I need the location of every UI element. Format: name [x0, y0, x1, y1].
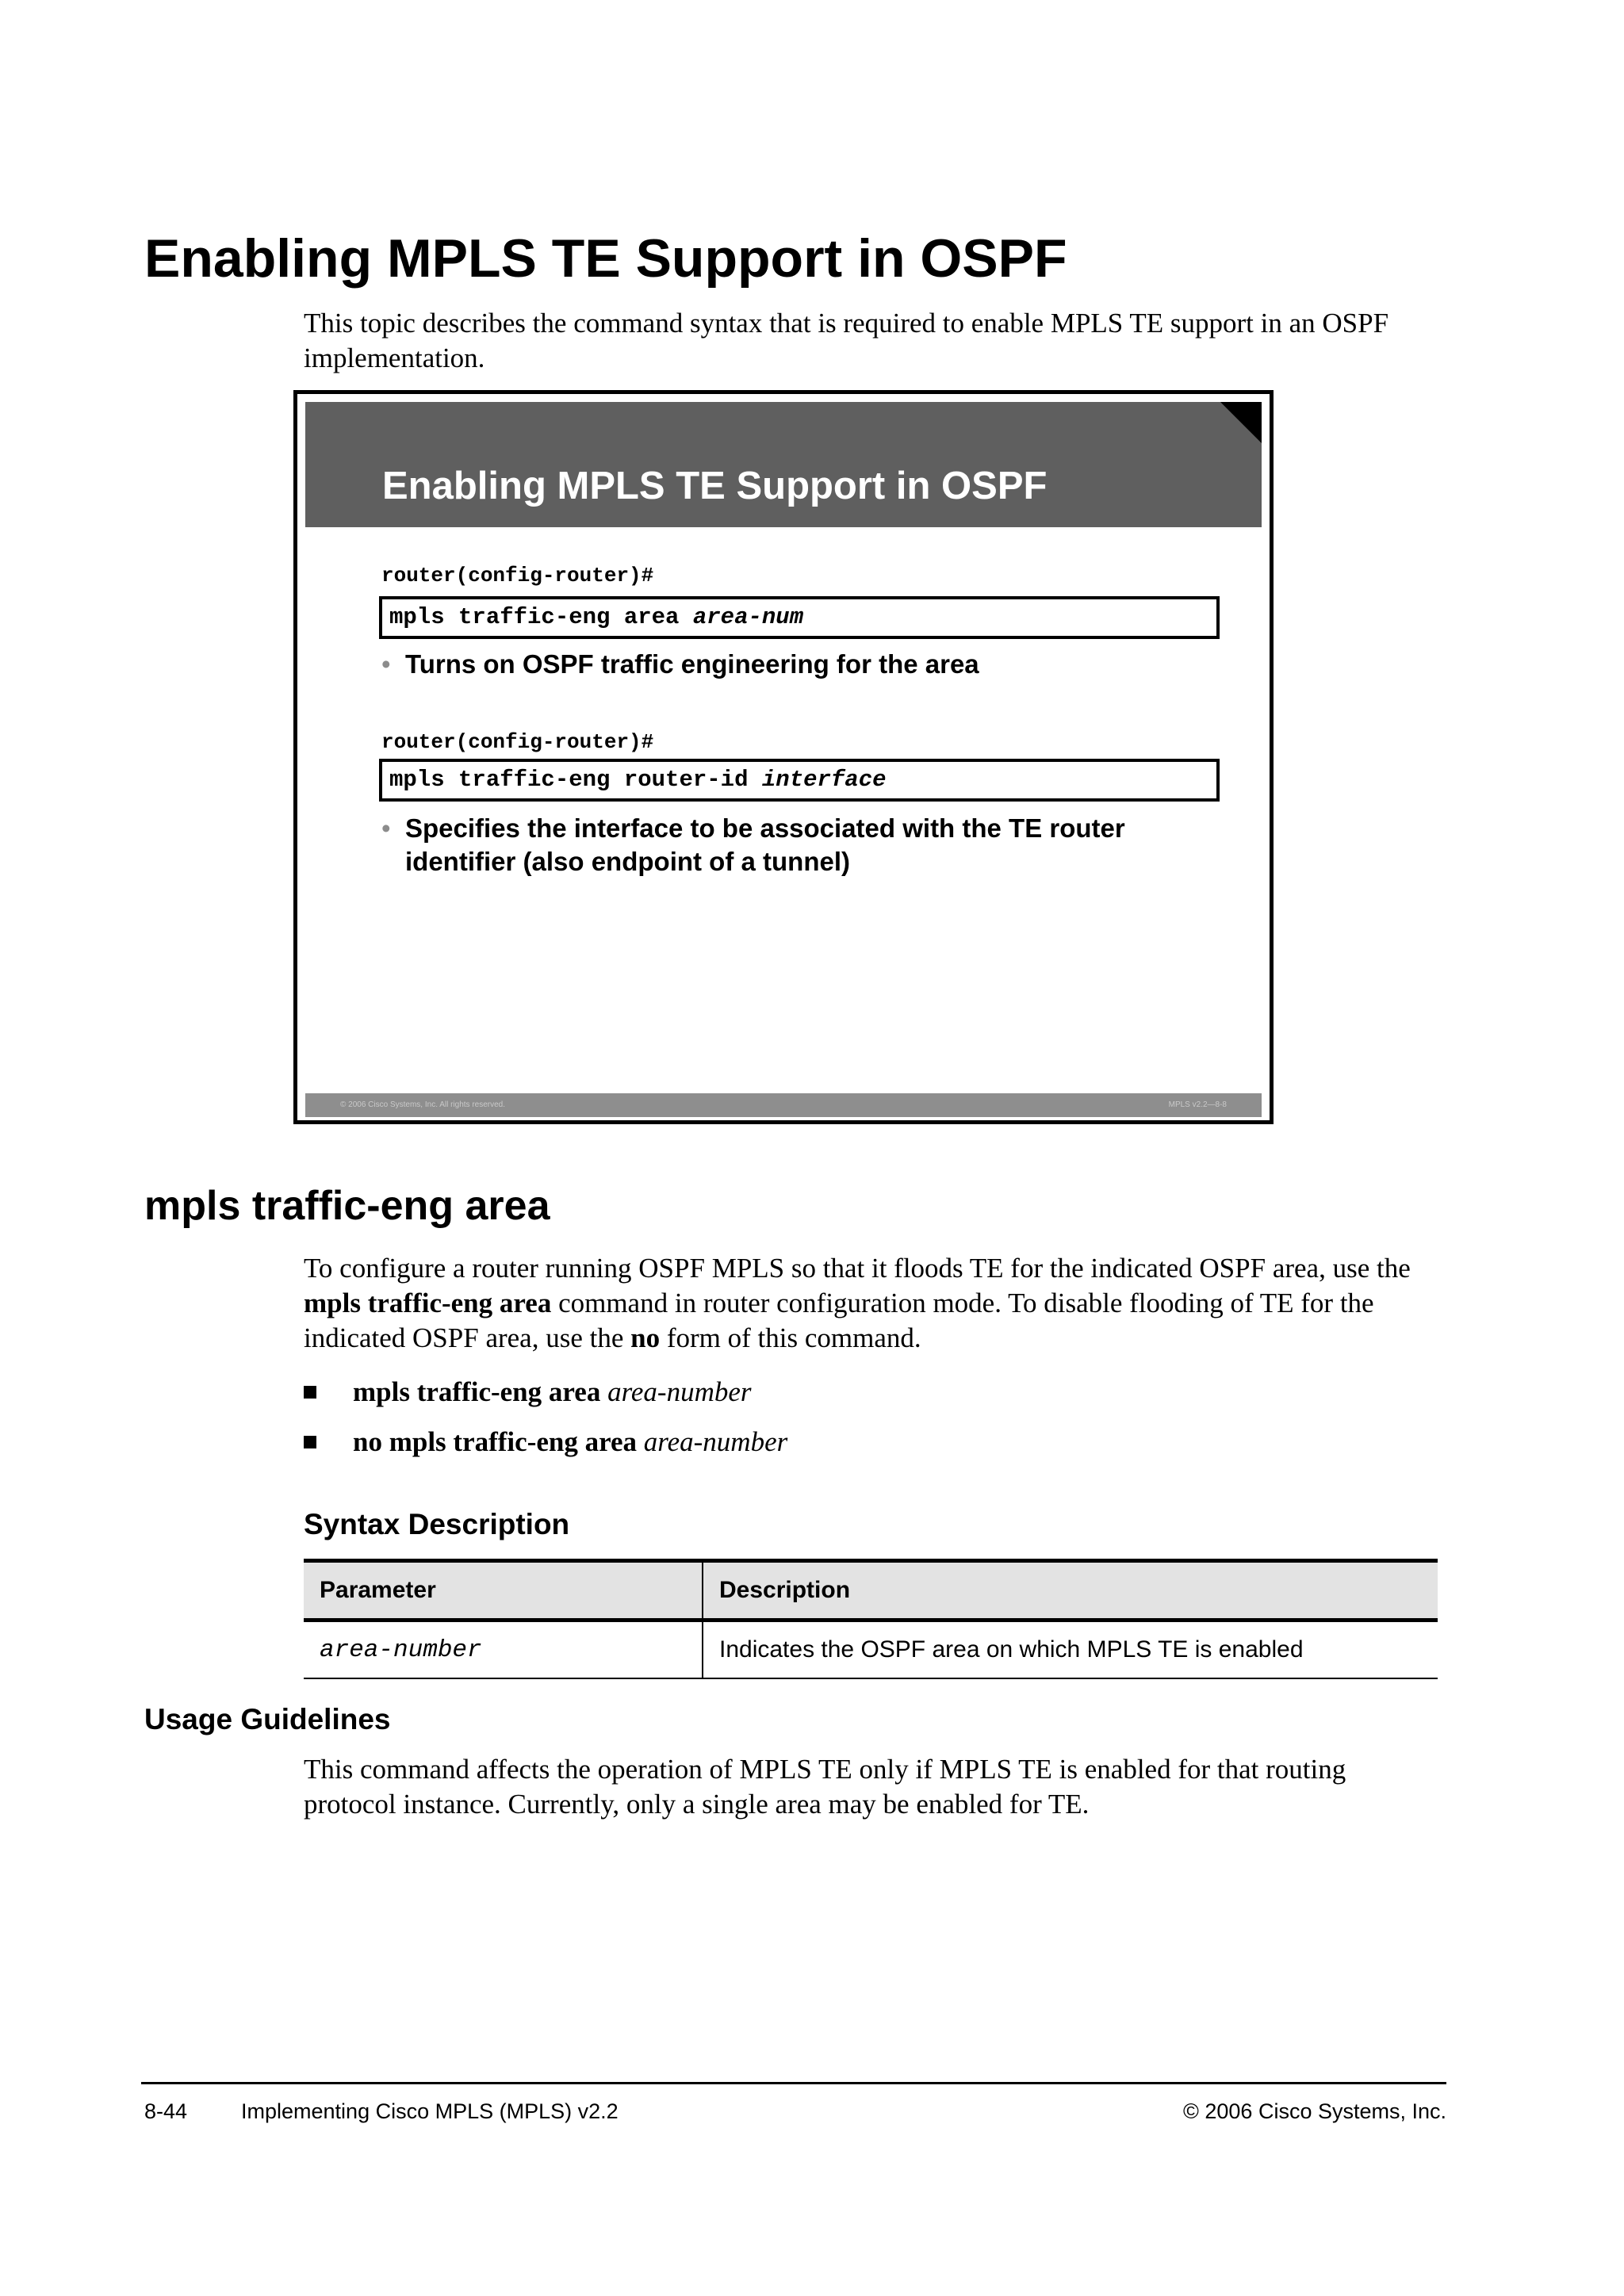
- command-text: mpls traffic-eng area: [389, 604, 693, 630]
- parameter-cell: area-number: [304, 1621, 703, 1679]
- slide-title: Enabling MPLS TE Support in OSPF: [382, 465, 1048, 507]
- no-keyword: no: [630, 1322, 661, 1353]
- description-cell: Indicates the OSPF area on which MPLS TE is enabled: [703, 1621, 1438, 1679]
- command-description: [304, 1251, 1430, 1356]
- page-title: Enabling MPLS TE Support in OSPF: [144, 228, 1067, 289]
- router-prompt: router(config-router)#: [381, 564, 654, 587]
- section-title: mpls traffic-eng area: [144, 1183, 550, 1229]
- syntax-argument: area-number: [607, 1376, 752, 1407]
- slide-figure: [293, 390, 1274, 1124]
- description-text: command in router configuration mode. To disable flooding of TE for the indicated OSPF area, use the: [304, 1288, 1374, 1353]
- command-name: mpls traffic-eng area: [304, 1288, 552, 1318]
- command-box: [379, 759, 1220, 802]
- intro-paragraph: This topic describes the command syntax that is required to enable MPLS TE support in an OSPF implementation.: [304, 308, 1389, 373]
- slide-bullet-text: Turns on OSPF traffic engineering for the area: [405, 649, 979, 679]
- syntax-command: no mpls traffic-eng area: [353, 1426, 638, 1457]
- slide-bullet: [381, 812, 1206, 878]
- syntax-line: [304, 1375, 752, 1410]
- description-text: To configure a router running OSPF MPLS so that it floods TE for the indicated OSPF area, use the: [304, 1253, 1411, 1284]
- bullet-dot-icon: •: [381, 813, 391, 843]
- slide-bullet: [381, 648, 1206, 681]
- router-prompt: router(config-router)#: [381, 730, 654, 754]
- table-row: [304, 1621, 1438, 1679]
- square-bullet-icon: [304, 1386, 316, 1399]
- table-header-row: [304, 1561, 1438, 1621]
- page-number: 8-44: [144, 2099, 188, 2123]
- footer-rule: [141, 2082, 1446, 2084]
- slide-header: [305, 402, 1262, 527]
- syntax-line: [304, 1425, 787, 1460]
- command-box: [379, 596, 1220, 639]
- slide-bullet-text: Specifies the interface to be associated with the TE router identifier (also endpoint of a tunnel): [405, 813, 1125, 876]
- slide-corner-triangle: [1220, 402, 1262, 443]
- slide-footer-copyright: © 2006 Cisco Systems, Inc. All rights reserved.: [340, 1100, 506, 1109]
- square-bullet-icon: [304, 1436, 316, 1448]
- slide-footer-id: MPLS v2.2—8-8: [1168, 1100, 1227, 1109]
- slide-footer: [305, 1093, 1262, 1117]
- usage-guidelines-heading: Usage Guidelines: [144, 1703, 391, 1735]
- usage-guidelines-text: This command affects the operation of MPLS TE only if MPLS TE is enabled for that routing protocol instance. Currently, only a single area may be enabled for TE.: [304, 1754, 1346, 1820]
- syntax-description-heading: Syntax Description: [304, 1508, 570, 1540]
- bullet-dot-icon: •: [381, 649, 391, 679]
- syntax-table: [304, 1559, 1438, 1679]
- description-text: form of this command.: [660, 1322, 921, 1353]
- column-header: Description: [703, 1561, 1438, 1621]
- book-title: Implementing Cisco MPLS (MPLS) v2.2: [241, 2099, 619, 2123]
- footer-copyright: © 2006 Cisco Systems, Inc.: [1182, 2099, 1446, 2123]
- syntax-argument: area-number: [643, 1426, 788, 1457]
- command-text: mpls traffic-eng router-id: [389, 767, 762, 793]
- command-argument: interface: [761, 767, 887, 793]
- syntax-command: mpls traffic-eng area: [353, 1376, 601, 1407]
- command-argument: area-num: [692, 604, 804, 630]
- column-header: Parameter: [304, 1561, 703, 1621]
